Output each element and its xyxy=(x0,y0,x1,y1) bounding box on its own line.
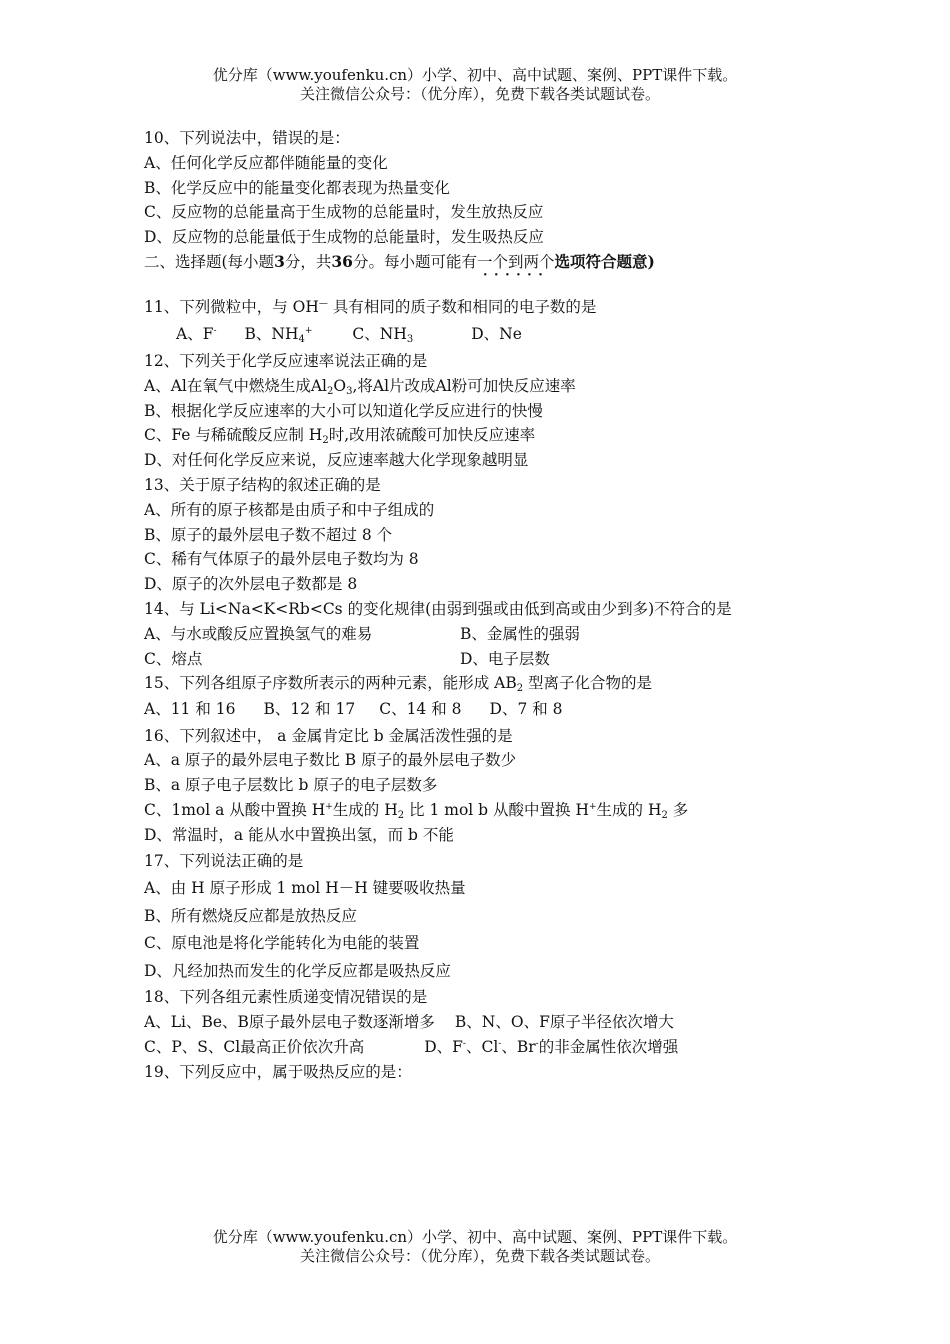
q16-option-c-text-3: 比 1 mol b 从酸中置换 H xyxy=(404,801,589,820)
section-2-text-1: 二、选择题(每小题 xyxy=(144,252,275,271)
q15-stem xyxy=(144,671,824,696)
q11-option-c xyxy=(352,325,414,346)
q15-stem-text-2: 型离子化合物的是 xyxy=(523,674,653,693)
q11-option-c-text: C、NH xyxy=(352,325,407,344)
q18-options-row-2 xyxy=(144,1035,824,1060)
q18-option-a: A、Li、Be、B原子最外层电子数逐渐增多 xyxy=(144,1012,435,1031)
q11-option-d: D、Ne xyxy=(471,325,522,344)
section-2-total-points: 36 xyxy=(331,251,353,271)
footer-line-2: 关注微信公众号：（优分库），免费下载各类试题试卷。 xyxy=(299,1247,660,1265)
page-header xyxy=(0,66,950,104)
q13-option-c: C、稀有气体原子的最外层电子数均为 8 xyxy=(144,550,419,569)
question-content xyxy=(144,126,824,1084)
q14-option-c: C、熔点 xyxy=(144,649,203,668)
q16-option-a: A、a 原子的最外层电子数比 B 原子的最外层电子数少 xyxy=(144,751,517,770)
q12-option-a-text-3: ,将Al片改成Al粉可加快反应速率 xyxy=(352,376,576,395)
q14-options-row-2 xyxy=(144,647,824,672)
q18-option-d-text-4: 的非金属性依次增强 xyxy=(538,1037,679,1056)
q12-stem: 12、下列关于化学反应速率说法正确的是 xyxy=(144,351,428,370)
q16-option-c-text-1: C、1mol a 从酸中置换 H xyxy=(144,801,326,820)
q18-option-b: B、N、O、F原子半径依次增大 xyxy=(454,1012,674,1031)
q16-stem: 16、下列叙述中， a 金属肯定比 b 金属活泼性强的是 xyxy=(144,726,513,745)
q11-option-c-subscript: 3 xyxy=(406,334,414,346)
q18-options-row-1 xyxy=(144,1010,824,1035)
q11-option-b-subscript: 4 xyxy=(298,334,305,346)
q17-option-b: B、所有燃烧反应都是放热反应 xyxy=(144,906,357,925)
header-line-1: 优分库（www.youfenku.cn）小学、初中、高中试题、案例、PPT课件下载。 xyxy=(212,66,738,84)
q14-options-row-1 xyxy=(144,622,824,647)
q11-stem-text-1: 11、下列微粒中，与 OH xyxy=(144,297,319,316)
q15-stem-subscript: 2 xyxy=(516,683,524,695)
q11-stem-text-2: 具有相同的质子数和相同的电子数的是 xyxy=(327,297,597,316)
q12-option-a-subscript-1: 2 xyxy=(327,385,334,397)
section-2-emphasis: 一个到两个 · · · xyxy=(477,250,555,275)
section-2-question-points: 3 xyxy=(274,251,285,271)
q11-stem-superscript: — xyxy=(318,298,328,309)
q15-option-b: B、12 和 17 xyxy=(263,700,356,719)
q18-option-d-text-1: D、F xyxy=(424,1037,463,1056)
q16-option-c-subscript-1: 2 xyxy=(397,810,405,822)
q18-option-d-charge-2: - xyxy=(498,1038,502,1049)
q18-stem: 18、下列各组元素性质递变情况错误的是 xyxy=(144,988,428,1007)
section-2-text-4: 选项符合题意) xyxy=(554,251,655,271)
q16-option-c-text-2: 生成的 H xyxy=(332,801,398,820)
q13-option-b: B、原子的最外层电子数不超过 8 个 xyxy=(144,525,393,544)
q18-option-d-charge-3: - xyxy=(535,1038,539,1049)
q14-option-a: A、与水或酸反应置换氢气的难易 xyxy=(144,624,373,643)
q16-option-c-charge-2: + xyxy=(588,802,597,813)
q10-option-a: A、任何化学反应都伴随能量的变化 xyxy=(144,153,388,172)
q18-option-d-text-2: 、Cl xyxy=(465,1037,499,1056)
q12-option-c-text-1: C、Fe 与稀硫酸反应制 H xyxy=(144,426,323,445)
q17-stem: 17、下列说法正确的是 xyxy=(144,851,304,870)
q17-option-c: C、原电池是将化学能转化为电能的装置 xyxy=(144,934,420,953)
q18-option-c: C、P、S、Cl最高正价依次升高 xyxy=(144,1037,365,1056)
q16-option-c-text-4: 生成的 H xyxy=(596,801,662,820)
q19-stem: 19、下列反应中，属于吸热反应的是： xyxy=(144,1062,412,1081)
q11-option-b xyxy=(244,325,313,346)
q12-option-a xyxy=(144,374,824,399)
q16-option-c-subscript-2: 2 xyxy=(661,810,668,822)
q10-option-b: B、化学反应中的能量变化都表现为热量变化 xyxy=(144,178,450,197)
footer-line-1: 优分库（www.youfenku.cn）小学、初中、高中试题、案例、PPT课件下载。 xyxy=(212,1228,738,1246)
page-footer xyxy=(0,1228,950,1266)
section-2-heading xyxy=(144,250,824,294)
q10-option-d: D、反应物的总能量低于生成物的总能量时，发生吸热反应 xyxy=(144,228,544,247)
q12-option-c-text-2: 时,改用浓硫酸可加快反应速率 xyxy=(328,426,536,445)
q16-option-d: D、常温时，a 能从水中置换出氢，而 b 不能 xyxy=(144,825,454,844)
q11-option-b-text: B、NH xyxy=(244,325,299,344)
q18-option-d-text-3: 、Br xyxy=(501,1037,536,1056)
q11-option-b-charge: + xyxy=(304,326,313,337)
q17-option-d: D、凡经加热而发生的化学反应都是吸热反应 xyxy=(144,961,451,980)
q14-stem: 14、与 Li<Na<K<Rb<Cs 的变化规律(由弱到强或由低到高或由少到多)不符合的是 xyxy=(144,599,732,618)
section-2-text-2: 分，共 xyxy=(284,252,332,271)
q15-option-c: C、14 和 8 xyxy=(379,700,462,719)
q15-option-d: D、7 和 8 xyxy=(489,700,563,719)
header-line-2: 关注微信公众号：（优分库），免费下载各类试题试卷。 xyxy=(299,85,660,103)
q12-option-b: B、根据化学反应速率的大小可以知道化学反应进行的快慢 xyxy=(144,401,543,420)
q13-option-a: A、所有的原子核都是由质子和中子组成的 xyxy=(144,500,435,519)
q12-option-c xyxy=(144,423,824,448)
q15-stem-text-1: 15、下列各组原子序数所表示的两种元素，能形成 AB xyxy=(144,674,517,693)
q16-option-b: B、a 原子电子层数比 b 原子的电子层数多 xyxy=(144,776,438,795)
q14-option-d: D、电子层数 xyxy=(460,649,550,668)
q18-option-d-charge-1: - xyxy=(462,1038,466,1049)
q18-option-d xyxy=(424,1038,678,1056)
q12-option-d: D、对任何化学反应来说，反应速率越大化学现象越明显 xyxy=(144,451,529,470)
q16-option-c xyxy=(144,798,824,823)
q11-option-a-text: A、F xyxy=(176,325,214,344)
q11-option-a-charge: - xyxy=(213,326,217,337)
q13-stem: 13、关于原子结构的叙述正确的是 xyxy=(144,475,381,494)
q14-option-b: B、金属性的强弱 xyxy=(460,624,580,643)
q12-option-a-text-2: O xyxy=(333,376,347,395)
q11-option-a xyxy=(176,325,217,343)
q10-option-c: C、反应物的总能量高于生成物的总能量时，发生放热反应 xyxy=(144,203,544,222)
section-2-text-3: 分。每小题可能有 xyxy=(352,252,477,271)
q17-option-a: A、由 H 原子形成 1 mol H－H 键要吸收热量 xyxy=(144,879,466,898)
q12-option-c-subscript: 2 xyxy=(322,435,329,447)
q11-stem xyxy=(144,294,824,322)
q11-options xyxy=(144,321,824,349)
q13-option-d: D、原子的次外层电子数都是 8 xyxy=(144,575,358,594)
q15-option-a: A、11 和 16 xyxy=(144,700,236,719)
q16-option-c-text-5: 多 xyxy=(667,801,689,820)
q16-option-c-charge-1: + xyxy=(325,802,333,813)
q10-stem: 10、下列说法中，错误的是： xyxy=(144,129,350,147)
q15-options xyxy=(144,696,824,724)
q12-option-a-subscript-2: 3 xyxy=(346,385,353,397)
q12-option-a-text-1: A、Al在氧气中燃烧生成Al xyxy=(144,376,327,395)
